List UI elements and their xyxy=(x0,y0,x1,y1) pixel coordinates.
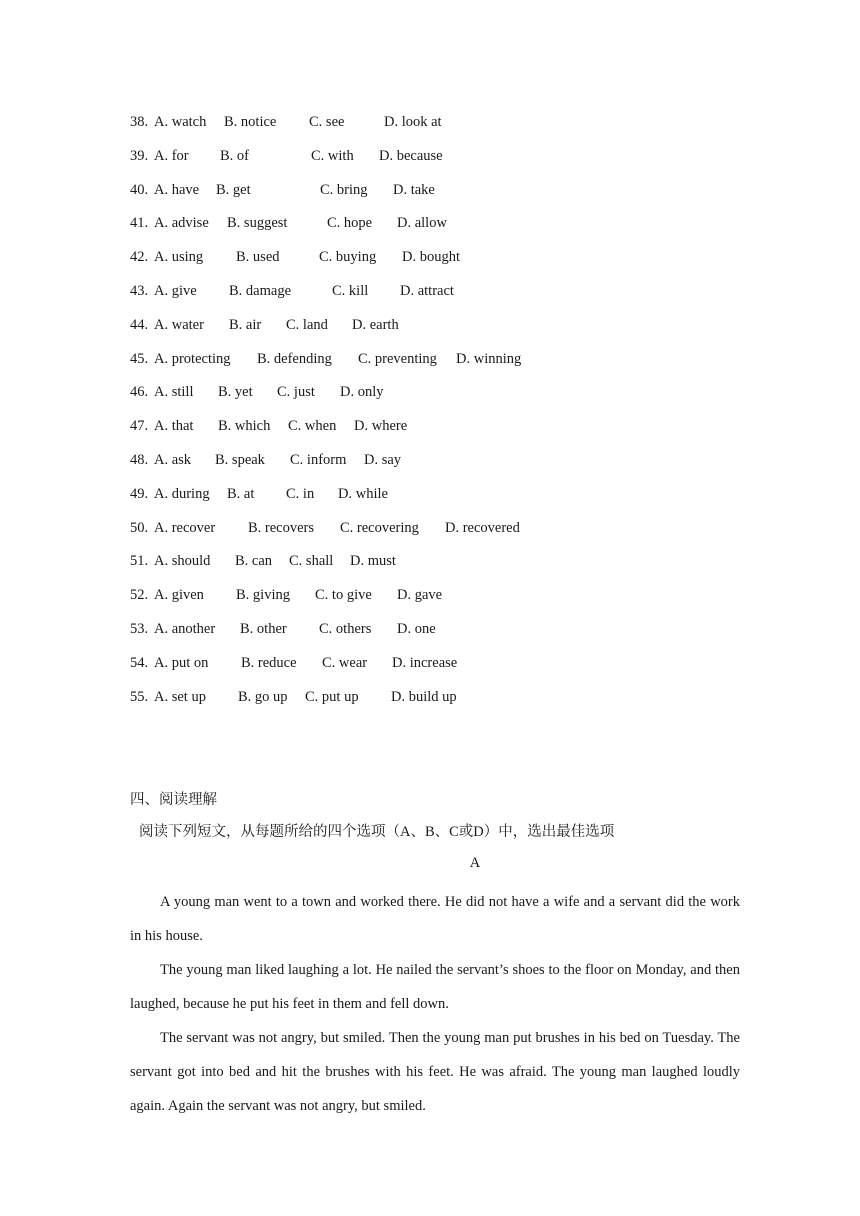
question-number: 46. xyxy=(130,384,149,401)
question-52 xyxy=(130,585,521,619)
option-d: D. increase xyxy=(392,654,458,671)
question-number: 50. xyxy=(130,519,149,536)
option-b: B. reduce xyxy=(241,654,297,671)
option-c: C. shall xyxy=(289,553,334,570)
option-b: B. at xyxy=(227,485,255,502)
option-c: C. put up xyxy=(305,688,359,705)
question-43 xyxy=(130,281,521,315)
passage-paragraph-3: The servant was not angry, but smiled. Then the young man put brushes in his bed on Tuesday. The servant got into bed and hit the brushes with his feet. He was afraid. The young man laughed loudly again. Again the servant was not angry, but smiled. xyxy=(130,1030,740,1114)
question-number: 54. xyxy=(130,654,149,671)
option-c: C. buying xyxy=(319,249,377,266)
option-b: B. air xyxy=(229,316,262,333)
option-d: D. recovered xyxy=(445,519,520,536)
option-c: C. land xyxy=(286,316,328,333)
option-d: D. attract xyxy=(400,282,454,299)
passage-paragraph-1: A young man went to a town and worked there. He did not have a wife and a servant did the work in his house. xyxy=(130,894,740,944)
section-heading: 四、阅读理解 xyxy=(130,792,217,808)
question-number: 42. xyxy=(130,249,149,266)
question-number: 43. xyxy=(130,282,149,299)
option-a: A. ask xyxy=(154,451,192,468)
question-number: 38. xyxy=(130,114,149,130)
option-b: B. other xyxy=(240,620,287,637)
question-list xyxy=(130,112,521,720)
question-number: 53. xyxy=(130,620,149,637)
option-a: A. another xyxy=(154,620,216,637)
option-b: B. can xyxy=(235,553,273,570)
option-b: B. recovers xyxy=(248,519,315,536)
option-d: D. because xyxy=(379,147,443,164)
option-a: A. water xyxy=(154,316,204,333)
option-a: A. watch xyxy=(154,114,207,130)
question-number: 48. xyxy=(130,451,149,468)
option-d: D. say xyxy=(364,451,402,468)
question-number: 47. xyxy=(130,418,149,435)
option-b: B. go up xyxy=(238,688,288,705)
question-54 xyxy=(130,653,521,687)
option-a: A. set up xyxy=(154,688,206,705)
option-c: C. in xyxy=(286,485,315,502)
option-d: D. earth xyxy=(352,316,399,333)
option-a: A. give xyxy=(154,282,197,299)
question-number: 39. xyxy=(130,147,149,164)
question-number: 55. xyxy=(130,688,149,705)
question-49 xyxy=(130,484,521,518)
option-c: C. to give xyxy=(315,587,372,604)
option-c: C. bring xyxy=(320,181,368,198)
question-38 xyxy=(130,112,521,146)
option-a: A. during xyxy=(154,485,210,502)
option-a: A. protecting xyxy=(154,350,231,367)
option-d: D. gave xyxy=(397,587,443,604)
option-d: D. build up xyxy=(391,688,457,705)
question-45 xyxy=(130,349,521,383)
question-number: 52. xyxy=(130,587,149,604)
option-a: A. still xyxy=(154,384,194,401)
option-a: A. using xyxy=(154,249,204,266)
option-b: B. notice xyxy=(224,114,277,130)
option-c: C. with xyxy=(311,147,354,164)
option-b: B. used xyxy=(236,249,280,266)
option-c: C. hope xyxy=(327,215,373,232)
question-50 xyxy=(130,518,521,552)
option-d: D. one xyxy=(397,620,436,637)
option-c: C. others xyxy=(319,620,372,637)
option-d: D. must xyxy=(350,553,396,570)
option-c: C. see xyxy=(309,114,345,130)
question-number: 44. xyxy=(130,316,149,333)
question-44 xyxy=(130,315,521,349)
question-53 xyxy=(130,619,521,653)
question-42 xyxy=(130,247,521,281)
option-d: D. only xyxy=(340,384,384,401)
option-d: D. where xyxy=(354,418,408,435)
question-48 xyxy=(130,450,521,484)
question-number: 51. xyxy=(130,553,149,570)
passage-title: A xyxy=(469,855,481,871)
option-d: D. while xyxy=(338,485,388,502)
option-d: D. look at xyxy=(384,114,442,130)
question-number: 49. xyxy=(130,485,149,502)
option-b: B. yet xyxy=(218,384,253,401)
option-a: A. that xyxy=(154,418,194,435)
option-d: D. allow xyxy=(397,215,447,232)
option-b: B. speak xyxy=(215,451,265,468)
option-d: D. bought xyxy=(402,249,460,266)
option-a: A. recover xyxy=(154,519,216,536)
passage-body xyxy=(130,885,740,1123)
option-c: C. preventing xyxy=(358,350,437,367)
option-c: C. wear xyxy=(322,654,368,671)
option-a: A. have xyxy=(154,181,200,198)
question-number: 41. xyxy=(130,215,149,232)
question-55 xyxy=(130,687,521,721)
option-c: C. recovering xyxy=(340,519,419,536)
question-47 xyxy=(130,416,521,450)
question-51 xyxy=(130,551,521,585)
option-b: B. which xyxy=(218,418,271,435)
question-number: 45. xyxy=(130,350,149,367)
option-c: C. just xyxy=(277,384,315,401)
option-b: B. defending xyxy=(257,350,332,367)
option-c: C. inform xyxy=(290,451,347,468)
question-41 xyxy=(130,213,521,247)
option-a: A. given xyxy=(154,587,204,604)
option-c: C. kill xyxy=(332,282,369,299)
option-b: B. of xyxy=(220,147,249,164)
question-39 xyxy=(130,146,521,180)
option-b: B. suggest xyxy=(227,215,288,232)
section-instruction: 阅读下列短文，从每题所给的四个选项（A、B、C或D）中，选出最佳选项 xyxy=(139,824,615,840)
option-a: A. should xyxy=(154,553,211,570)
option-a: A. advise xyxy=(154,215,209,232)
question-number: 40. xyxy=(130,181,149,198)
option-b: B. get xyxy=(216,181,251,198)
question-40 xyxy=(130,180,521,214)
option-a: A. put on xyxy=(154,654,209,671)
question-46 xyxy=(130,382,521,416)
option-c: C. when xyxy=(288,418,337,435)
option-d: D. take xyxy=(393,181,435,198)
option-d: D. winning xyxy=(456,350,522,367)
option-b: B. damage xyxy=(229,282,292,299)
option-a: A. for xyxy=(154,147,189,164)
option-b: B. giving xyxy=(236,587,290,604)
passage-paragraph-2: The young man liked laughing a lot. He nailed the servant’s shoes to the floor on Monday, and then laughed, because he put his feet in them and fell down. xyxy=(130,962,740,1012)
